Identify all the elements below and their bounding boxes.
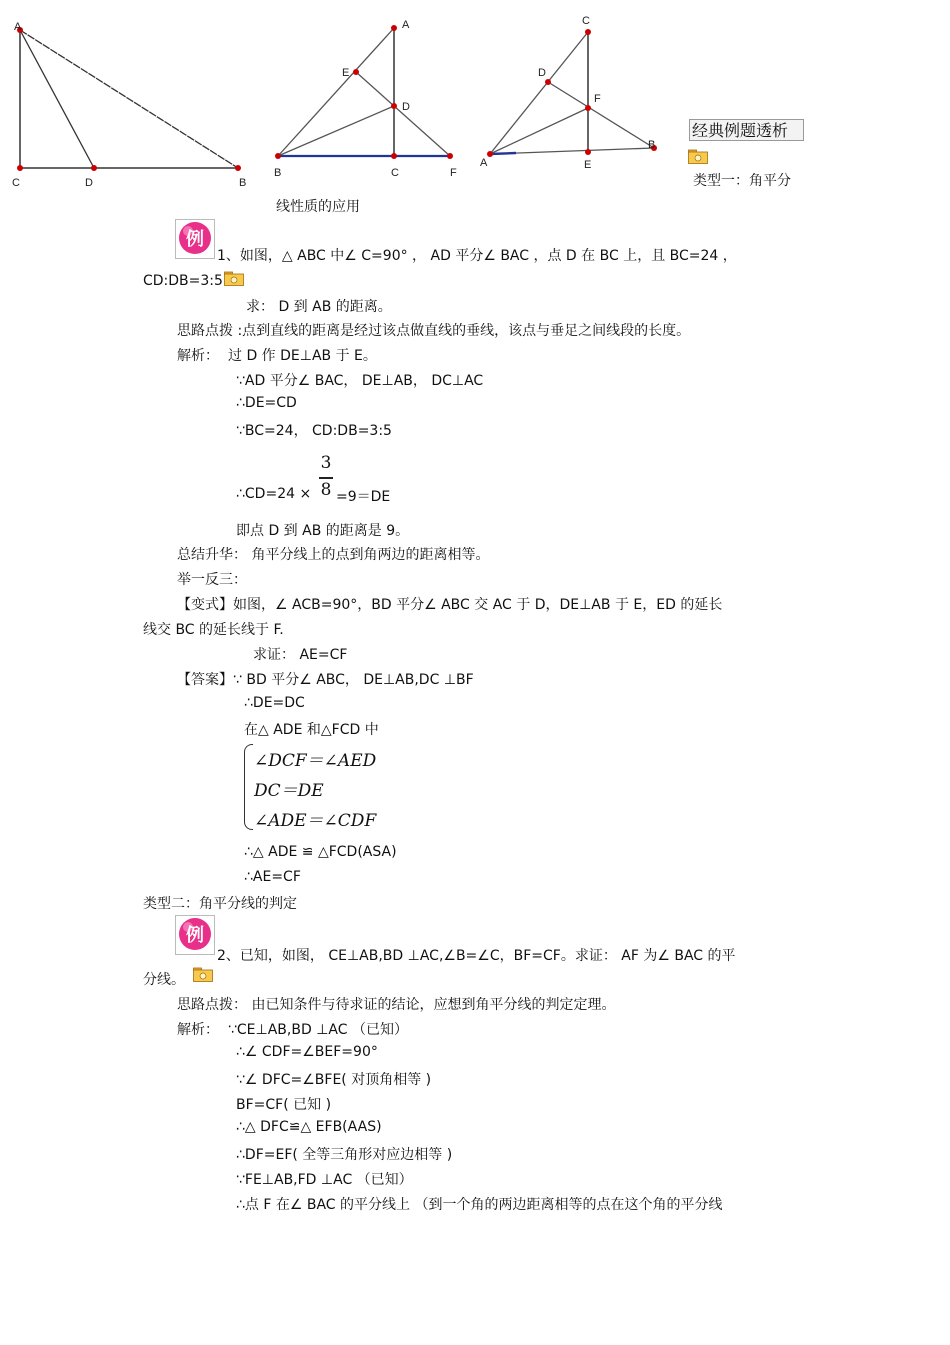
figure-caption: 线性质的应用 [276,199,360,215]
example1-practice: 举一反三： [177,572,247,588]
figure-1-triangle [6,14,256,196]
figure-3-triangle [476,10,676,175]
fig2-label-E: E [342,67,350,79]
example-badge-icon [175,915,215,955]
fraction-numerator: 3 [320,453,332,473]
example-badge-char: 例 [186,925,204,946]
example2-step: ∴点 F 在∠ BAC 的平分线上 （到一个角的两边距离相等的点在这个角的平分线 [236,1197,723,1213]
type2-heading: 类型二：角平分线的判定 [143,896,297,912]
example2-step: ∴DF=EF( 全等三角形对应边相等 ) [236,1147,453,1163]
fig3-label-F: F [594,93,601,105]
fig3-label-C: C [582,15,590,27]
system-line: ∠DCF＝∠AED [254,751,377,771]
example1-line1: 1、如图，△ ABC 中∠ C=90° ， AD 平分∠ BAC ，点 D 在 BC 上，且 BC=24 ， [217,248,737,264]
example1-step: ∵AD 平分∠ BAC， DE⊥AB， DC⊥AC [236,373,484,389]
example1-step: ∴DE=CD [236,395,297,411]
fig2-label-F: F [450,167,457,179]
fig3-label-B: B [648,139,656,151]
folder-icon[interactable] [688,148,708,164]
fig1-label-A: A [14,21,22,33]
example1-summary: 总结升华： 角平分线上的点到角两边的距离相等。 [177,547,490,563]
section-title-box: 经典例题透析 [689,119,804,141]
figure-2-triangle [268,12,468,184]
fraction-denominator: 8 [320,480,332,500]
fig1-label-C: C [12,177,20,189]
folder-icon[interactable] [224,270,244,286]
example2-step: ∵FE⊥AB,FD ⊥AC （已知） [236,1172,413,1188]
variant-final: ∴AE=CF [244,869,301,885]
variant-prove: 求证： AE=CF [253,647,348,663]
variant-step: ∴DE=DC [244,695,305,711]
example1-hint: 思路点拨 :点到直线的距离是经过该点做直线的垂线，该点与垂足之间线段的长度。 [177,323,691,339]
system-line: ∠ADE＝∠CDF [254,811,377,831]
fig2-label-A: A [402,19,410,31]
fig3-label-D: D [538,67,546,79]
example2-solution-label: 解析： [177,1022,219,1038]
folder-icon[interactable] [193,966,213,982]
example-badge-icon [175,219,215,259]
system-line: DC＝DE [254,781,324,801]
variant-answer-first: 【答案】∵ BD 平分∠ ABC， DE⊥AB,DC ⊥BF [177,672,474,688]
fig2-label-C: C [391,167,399,179]
fig2-label-B: B [274,167,282,179]
example2-step: ∵∠ DFC=∠BFE( 对顶角相等 ) [236,1072,432,1088]
example1-calc-post: =9＝DE [336,489,391,505]
example2-line2: 分线。 [143,972,185,988]
example2-hint: 思路点拨： 由已知条件与待求证的结论，应想到角平分线的判定定理。 [177,997,616,1013]
variant-step: 在△ ADE 和△FCD 中 [244,722,379,738]
example1-calc-pre: ∴CD=24 × [236,486,312,502]
example2-step: ∴△ DFC≌△ EFB(AAS) [236,1119,382,1135]
example1-solution-first: 过 D 作 DE⊥AB 于 E。 [228,348,377,364]
example2-step: BF=CF( 已知 ) [236,1097,332,1113]
example2-line1: 2、已知，如图， CE⊥AB,BD ⊥AC,∠B=∠C，BF=CF。求证： AF 为∠ BAC 的平 [217,948,736,964]
fig3-label-A: A [480,157,488,169]
fig1-label-D: D [85,177,93,189]
example1-solution-label: 解析： [177,348,219,364]
example2-solution-first: ∵CE⊥AB,BD ⊥AC （已知） [228,1022,408,1038]
variant-congruent: ∴△ ADE ≌ △FCD(ASA) [244,844,397,860]
example1-conclusion: 即点 D 到 AB 的距离是 9。 [236,523,410,539]
variant-line2: 线交 BC 的延长线于 F. [143,622,284,638]
fig2-label-D: D [402,101,410,113]
type1-heading: 类型一：角平分 [693,173,791,189]
example-badge-char: 例 [186,229,204,250]
example1-ask: 求： D 到 AB 的距离。 [246,299,392,315]
fig3-label-E: E [584,159,592,171]
example2-step: ∴∠ CDF=∠BEF=90° [236,1044,378,1060]
variant-line1: 【变式】如图，∠ ACB=90°，BD 平分∠ ABC 交 AC 于 D，DE⊥AB 于 E，ED 的延长 [177,597,723,613]
example1-line2: CD:DB=3:5 [143,273,223,289]
fraction-bar [319,477,333,479]
example1-step: ∵BC=24， CD:DB=3:5 [236,423,392,439]
system-brace [244,744,253,830]
fig1-label-B: B [239,177,247,189]
